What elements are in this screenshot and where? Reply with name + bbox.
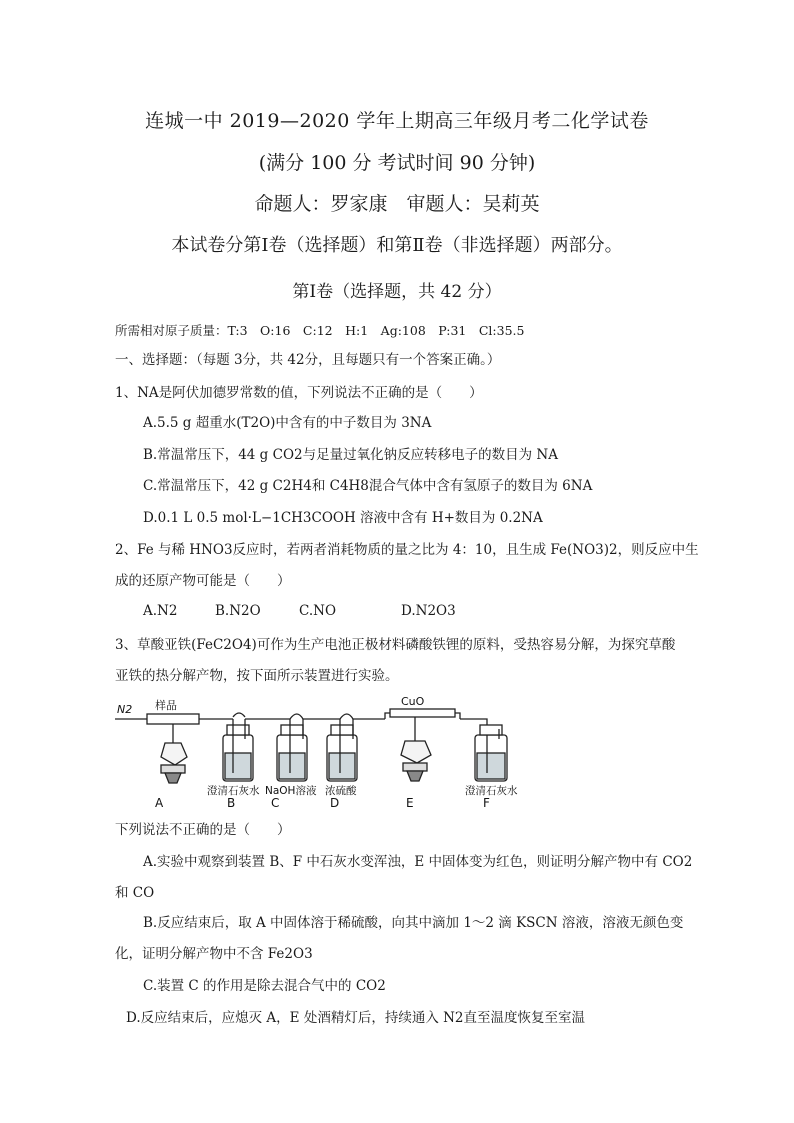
q1-stem: 1、NA是阿伏加德罗常数的值，下列说法不正确的是（ ） <box>115 385 483 401</box>
diagram-letter-a: A <box>155 796 164 810</box>
q3-prompt: 下列说法不正确的是（ ） <box>115 822 291 838</box>
exam-subtitle: (满分 100 分 考试时间 90 分钟) <box>258 152 536 174</box>
diagram-reagent-b: 澄清石灰水 <box>207 785 260 797</box>
q3-option-b-line2: 化，证明分解产物中不含 Fe2O3 <box>115 946 313 962</box>
exam-title: 连城一中 2019—2020 学年上期高三年级月考二化学试卷 <box>145 110 649 132</box>
diagram-letter-f: F <box>483 796 490 810</box>
q3-option-a-line1: A.实验中观察到装置 B、F 中石灰水变浑浊，E 中固体变为红色，则证明分解产物中有 CO2 <box>143 854 693 870</box>
exam-authors: 命题人：罗家康 审题人：吴莉英 <box>254 193 540 215</box>
apparatus-diagram <box>115 695 545 814</box>
q2-options <box>143 602 563 620</box>
diagram-letter-b: B <box>227 796 236 810</box>
atomic-masses: 所需相对原子质量：T:3 O:16 C:12 H:1 Ag:108 P:31 Cl:35.5 <box>115 323 525 338</box>
diagram-letter-e: E <box>406 796 414 810</box>
q3-stem-line2: 亚铁的热分解产物，按下面所示装置进行实验。 <box>115 668 399 684</box>
q3-option-c: C.装置 C 的作用是除去混合气中的 CO2 <box>143 978 386 994</box>
q1-option-c: C.常温常压下，42 g C2H4和 C4H8混合气体中含有氢原子的数目为 6NA <box>143 478 593 494</box>
q2-option-b: B.N2O <box>215 603 261 619</box>
q3-option-b-line1: B.反应结束后，取 A 中固体溶于稀硫酸，向其中滴加 1～2 滴 KSCN 溶液，溶液无颜色变 <box>143 915 684 931</box>
q3-stem-line1: 3、草酸亚铁(FeC2O4)可作为生产电池正极材料磷酸铁锂的原料，受热容易分解，为探究草酸 <box>115 637 676 653</box>
diagram-letter-d: D <box>330 796 340 810</box>
q2-stem-line1: 2、Fe 与稀 HNO3反应时，若两者消耗物质的量之比为 4：10，且生成 Fe(NO3)2，则反应中生 <box>115 542 699 558</box>
q1-option-b: B.常温常压下，44 g CO2与足量过氧化钠反应转移电子的数目为 NA <box>143 447 558 463</box>
q3-option-a-line2: 和 CO <box>115 885 155 901</box>
exam-intro: 本试卷分第Ⅰ卷（选择题）和第Ⅱ卷（非选择题）两部分。 <box>171 235 623 256</box>
q1-option-a: A.5.5 g 超重水(T2O)中含有的中子数目为 3NA <box>143 415 432 431</box>
section-heading: 一、选择题：（每题 3分，共 42分，且每题只有一个答案正确。） <box>115 352 501 368</box>
diagram-cuo-label: CuO <box>401 695 425 708</box>
diagram-reagent-d: 浓硫酸 <box>325 785 357 797</box>
q1-option-d: D.0.1 L 0.5 mol·L−1CH3COOH 溶液中含有 H+数目为 0.2NA <box>143 510 543 526</box>
diagram-reagent-c: NaOH溶液 <box>265 785 317 797</box>
q2-option-c: C.NO <box>299 603 337 619</box>
diagram-reagent-f: 澄清石灰水 <box>465 785 518 797</box>
diagram-sample-label: 样品 <box>155 699 177 712</box>
q2-option-a: A.N2 <box>143 603 178 619</box>
part-one-title: 第Ⅰ卷（选择题，共 42 分） <box>292 282 502 302</box>
q2-option-d: D.N2O3 <box>401 603 456 619</box>
q2-stem-line2: 成的还原产物可能是（ ） <box>115 573 291 589</box>
diagram-letter-c: C <box>271 796 280 810</box>
diagram-gas-label: N2 <box>117 703 133 716</box>
q3-option-d: D.反应结束后，应熄灭 A，E 处酒精灯后，持续通入 N2直至温度恢复至室温 <box>126 1010 586 1026</box>
